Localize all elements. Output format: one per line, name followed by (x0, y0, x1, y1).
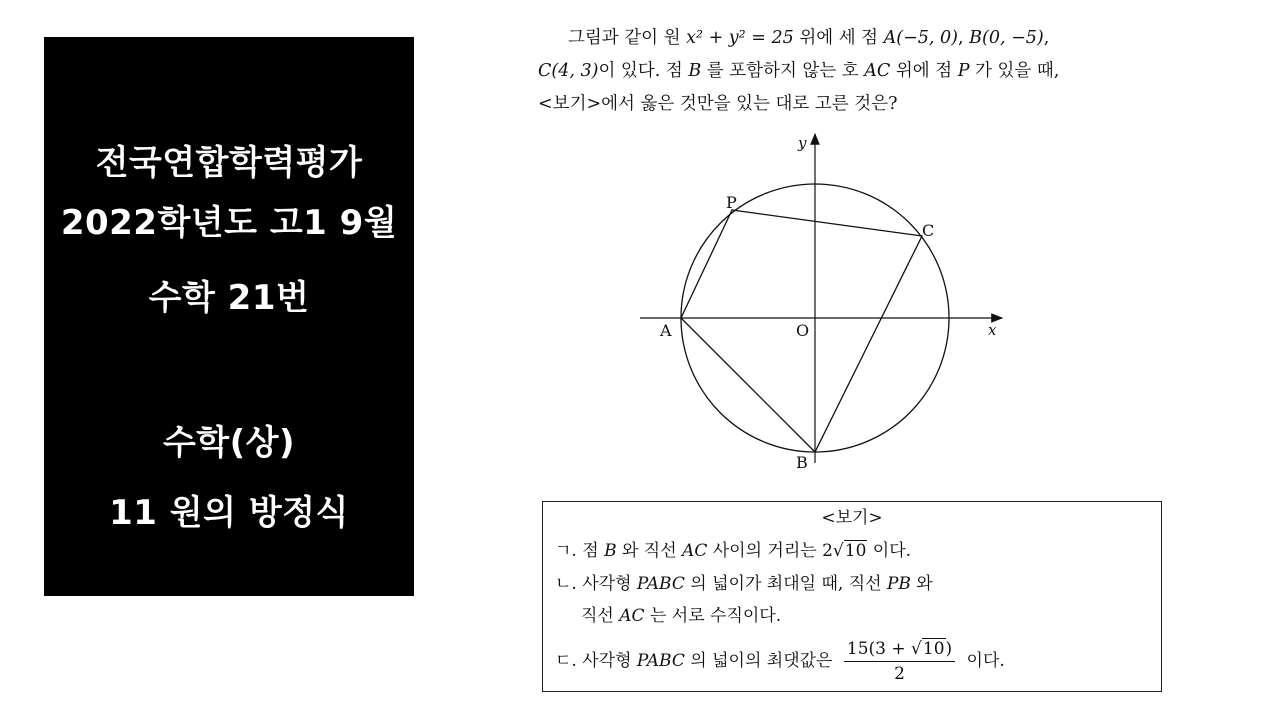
bogi-item-2: ㄴ. 사각형 PABC 의 넓이가 최대일 때, 직선 PB 와 (555, 574, 933, 594)
circle-figure (630, 128, 1010, 473)
bogi-title: <보기> (821, 508, 883, 528)
subject: 수학(상) (162, 423, 296, 463)
problem-line-2: C(4, 3)이 있다. 점 B 를 포함하지 않는 호 AC 위에 점 P 가 있을 때, (538, 61, 1060, 81)
problem-line-1: 그림과 같이 원 x² + y² = 25 위에 세 점 A(−5, 0), B(0, −5), (568, 28, 1050, 48)
bogi-item-3: ㄷ. 사각형 PABC 의 넓이의 최댓값은 $\frac{15(3 + √10)}{2}$ 이다. (555, 639, 1005, 684)
axis-label-x: x (988, 321, 997, 339)
bogi-item-2-cont: 직선 AC 는 서로 수직이다. (581, 606, 782, 626)
problem-number: 수학 21번 (148, 278, 310, 318)
point-label-p: P (726, 193, 737, 212)
origin-label: O (796, 321, 810, 340)
bogi-item-1: ㄱ. 점 B 와 직선 AC 사이의 거리는 2√10 이다. (555, 541, 912, 561)
exam-year-grade: 2022학년도 고1 9월 (60, 203, 398, 243)
problem-text (538, 22, 1178, 121)
circle-diagram (630, 128, 1010, 473)
chapter: 11 원의 방정식 (109, 493, 349, 533)
exam-name: 전국연합학력평가 (95, 143, 363, 183)
title-panel (44, 37, 414, 596)
problem-line-3: <보기>에서 옳은 것만을 있는 대로 고른 것은? (538, 94, 898, 114)
bogi-box (542, 501, 1162, 692)
axis-label-y: y (798, 134, 807, 152)
point-label-a: A (660, 321, 672, 340)
max-area-fraction: $\frac{15(3 + √10)}{2}$ (844, 637, 955, 686)
point-label-c: C (922, 221, 935, 240)
point-label-b: B (796, 453, 808, 472)
